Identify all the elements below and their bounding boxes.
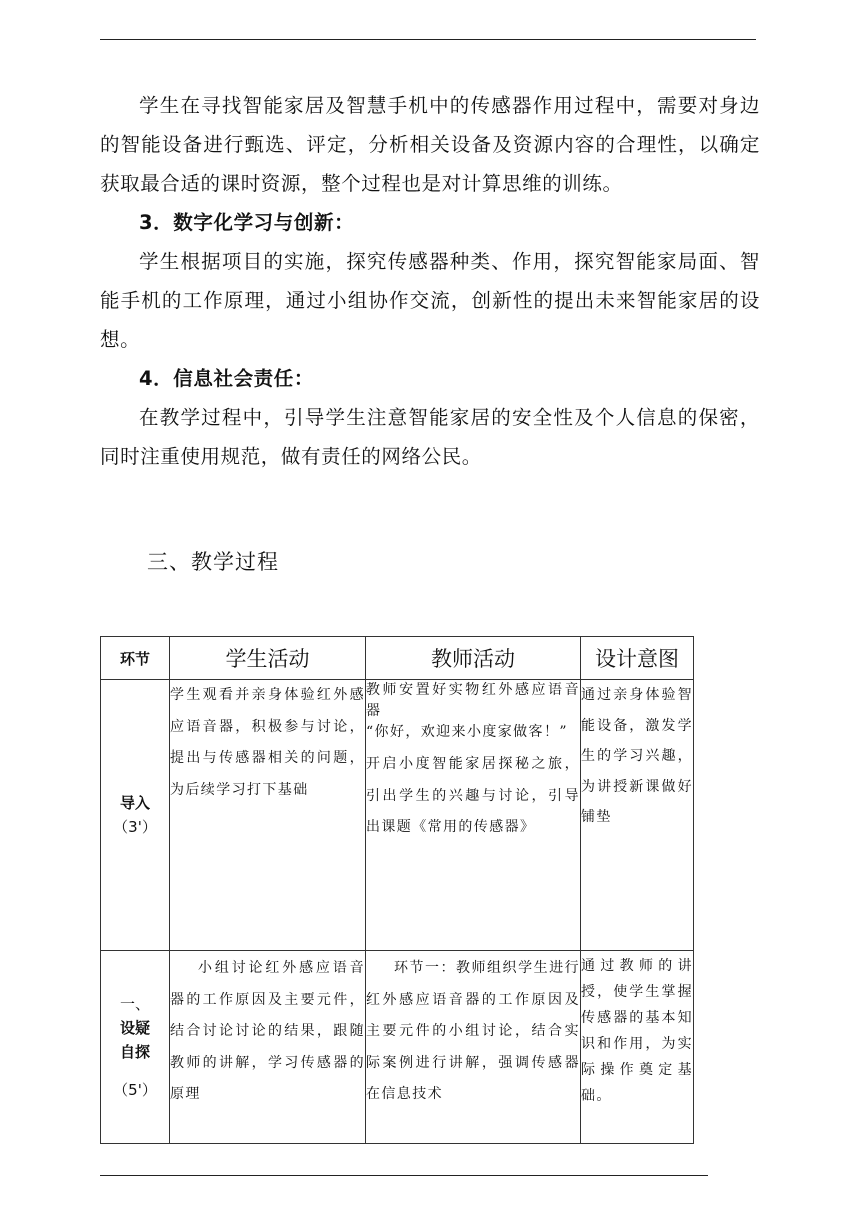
- stage-prefix: 一、: [119, 995, 150, 1013]
- stage-name: 设疑: [119, 1019, 150, 1037]
- heading-digital-learning: 3．数字化学习与创新：: [139, 211, 355, 234]
- header-teacher-activity: 教师活动: [366, 637, 581, 680]
- design-intent-cell: 通过教师的讲授，使学生掌握传感器的基本知识和作用，为实际操作奠定基础。: [581, 951, 694, 1144]
- stage-name: 导入: [119, 794, 150, 812]
- heading-social-responsibility: 4．信息社会责任：: [139, 367, 314, 390]
- teacher-activity-text: 环节一：教师组织学生进行红外感应语音器的工作原因及主要元件的小组讨论，结合实际案例进行讲解，强调传感器在信息技术: [366, 960, 580, 1102]
- design-intent-cell: 通过亲身体验智能设备，激发学生的学习兴趣，为讲授新课做好铺垫: [581, 680, 694, 951]
- table-row: [101, 680, 694, 951]
- paragraph-digital-learning: 学生根据项目的实施，探究传感器种类、作用，探究智能家局面、智能手机的工作原理，通过小组协作交流，创新性的提出未来智能家居的设想。: [100, 250, 760, 351]
- teacher-activity-line: “你好，欢迎来小度家做客！”: [366, 724, 568, 740]
- header-student-activity: 学生活动: [170, 637, 366, 680]
- header-stage: 环节: [101, 637, 170, 680]
- stage-time: （3'）: [113, 818, 157, 836]
- stage-cell: [101, 951, 170, 1144]
- footer-rule: [100, 1175, 708, 1176]
- table-header-row: [101, 637, 694, 680]
- section-title: 三、教学过程: [147, 550, 279, 574]
- header-design-intent: 设计意图: [581, 637, 694, 680]
- paragraph-computational-thinking: 学生在寻找智能家居及智慧手机中的传感器作用过程中，需要对身边的智能设备进行甄选、评定，分析相关设备及资源内容的合理性，以确定获取最合适的课时资源，整个过程也是对计算思维的训练。: [100, 94, 760, 195]
- teacher-activity-cell: [366, 951, 581, 1144]
- student-activity-cell: 学生观看并亲身体验红外感应语音器，积极参与讨论，提出与传感器相关的问题，为后续学习打下基础: [170, 680, 366, 951]
- body-text: [100, 86, 760, 476]
- stage-time: （5'）: [113, 1081, 157, 1099]
- student-activity-cell: [170, 951, 366, 1144]
- teaching-process-table: [100, 636, 694, 1144]
- header-rule: [100, 39, 756, 40]
- teacher-activity-cell: [366, 680, 581, 951]
- student-activity-text: 小组讨论红外感应语音器的工作原因及主要元件，结合讨论讨论的结果，跟随教师的讲解，学习传感器的原理: [170, 960, 365, 1102]
- table-row: [101, 951, 694, 1144]
- stage-name: 自探: [119, 1043, 150, 1061]
- teacher-activity-line: 开启小度智能家居探秘之旅，引出学生的兴趣与讨论，引导出课题《常用的传感器》: [366, 756, 580, 835]
- paragraph-social-responsibility: 在教学过程中，引导学生注意智能家居的安全性及个人信息的保密，同时注重使用规范，做有责任的网络公民。: [100, 406, 760, 468]
- stage-cell: [101, 680, 170, 951]
- teacher-activity-line: 教师安置好实物红外感应语音器: [366, 682, 580, 719]
